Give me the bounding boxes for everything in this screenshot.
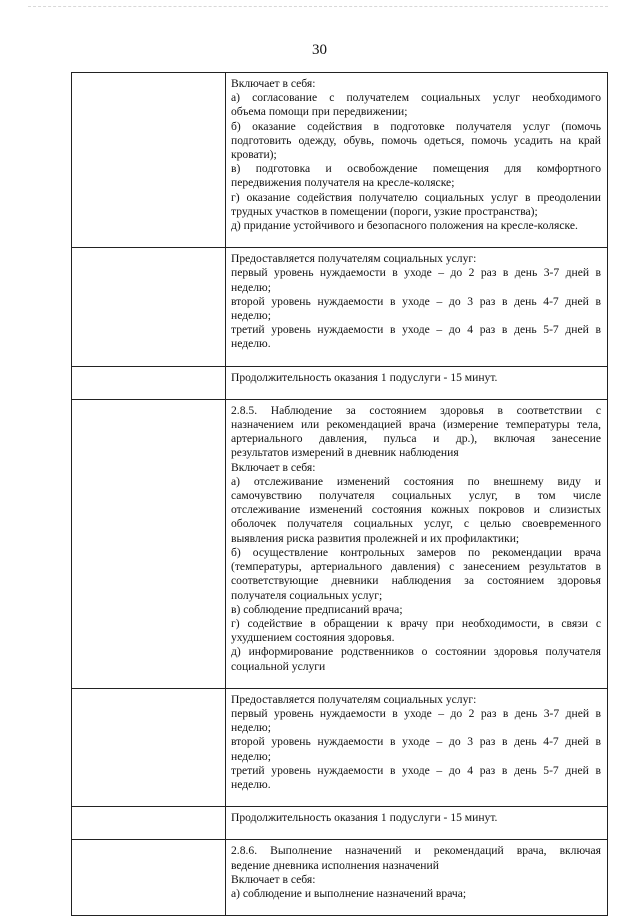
text-line: неделю;: [231, 721, 271, 735]
text-line: Продолжительность оказания 1 подуслуги - 15 минут.: [231, 811, 498, 825]
text-line: в) подготовка и освобождение помещения для комфортного: [231, 162, 601, 176]
text-line: г) оказание содействия получателю социальных услуг в преодолении: [231, 190, 601, 204]
table-row: [72, 248, 608, 366]
text-line: неделю;: [231, 749, 271, 763]
text-line: передвижения получателя на кресле-коляске;: [231, 176, 455, 190]
text-line: подготовить одежду, обувь, помочь одеться, помочь усадить на край: [231, 133, 601, 147]
text-line: самочувствию получателя социальных услуг, в том числе: [231, 489, 601, 503]
left-empty-cell: [72, 399, 226, 688]
description-cell: [226, 399, 608, 688]
table-row: [72, 840, 608, 916]
description-cell: [226, 688, 608, 806]
text-line: Включает в себя:: [231, 460, 316, 474]
text-line: трудных участков в помещении (пороги, узкие пространства);: [231, 204, 538, 218]
text-line: третий уровень нуждаемости в уходе – до 4 раз в день 5-7 дней в: [231, 763, 601, 777]
text-line: первый уровень нуждаемости в уходе – до 2 раз в день 3-7 дней в: [231, 706, 601, 720]
text-line: ведение дневника исполнения назначений: [231, 858, 439, 872]
text-line: неделю.: [231, 337, 271, 351]
text-line: б) оказание содействия в подготовке получателя услуг (помочь: [231, 119, 601, 133]
text-line: б) осуществление контрольных замеров по рекомендации врача: [231, 545, 601, 559]
scan-artifact-line: [28, 6, 608, 9]
left-empty-cell: [72, 248, 226, 366]
description-cell: [226, 366, 608, 399]
text-line: а) соблюдение и выполнение назначений врача;: [231, 886, 467, 900]
text-line: назначением или рекомендацией врача (измерение температуры тела,: [231, 418, 601, 432]
text-line: артериального давления, пульса и др.), включая занесение: [231, 432, 601, 446]
text-line: оболочек получателя социальных услуг, с целью своевременного: [231, 517, 601, 531]
text-line: Включает в себя:: [231, 872, 316, 886]
left-empty-cell: [72, 73, 226, 248]
left-empty-cell: [72, 366, 226, 399]
page-number: 30: [312, 42, 327, 58]
table-row: [72, 688, 608, 806]
table-row: [72, 366, 608, 399]
text-line: Продолжительность оказания 1 подуслуги - 15 минут.: [231, 370, 498, 384]
text-line: выявления риска развития пролежней и их профилактики;: [231, 531, 520, 545]
text-line: Предоставляется получателям социальных услуг:: [231, 692, 477, 706]
description-cell: [226, 807, 608, 840]
description-cell: [226, 248, 608, 366]
text-line: третий уровень нуждаемости в уходе – до 4 раз в день 5-7 дней в: [231, 323, 601, 337]
text-line: ухудшением состояния здоровья.: [231, 631, 395, 645]
text-line: объема помощи при передвижении;: [231, 105, 408, 119]
text-line: отслеживание изменений состояния кожных покровов и слизистых: [231, 503, 601, 517]
table-body: [72, 73, 608, 916]
text-line: неделю;: [231, 280, 271, 294]
text-line: 2.8.6. Выполнение назначений и рекомендаций врача, включая: [231, 844, 601, 858]
text-line: Предоставляется получателям социальных услуг:: [231, 252, 477, 266]
text-line: в) соблюдение предписаний врача;: [231, 602, 403, 616]
text-line: неделю.: [231, 777, 271, 791]
text-line: социальной услуги: [231, 659, 326, 673]
table-row: [72, 399, 608, 688]
text-line: д) информирование родственников о состоянии здоровья получателя: [231, 645, 601, 659]
text-line: соответствующие дневники наблюдения за состоянием здоровья: [231, 574, 601, 588]
description-cell: [226, 840, 608, 916]
text-line: д) придание устойчивого и безопасного положения на кресле-коляске.: [231, 219, 578, 233]
table-row: [72, 807, 608, 840]
left-empty-cell: [72, 840, 226, 916]
text-line: а) отслеживание изменений состояния по внешнему виду и: [231, 474, 601, 488]
text-line: получателя социальных услуг;: [231, 588, 383, 602]
text-line: первый уровень нуждаемости в уходе – до 2 раз в день 3-7 дней в: [231, 266, 601, 280]
services-table: [71, 72, 608, 916]
description-cell: [226, 73, 608, 248]
text-line: Включает в себя:: [231, 77, 316, 90]
text-line: второй уровень нуждаемости в уходе – до 3 раз в день 4-7 дней в: [231, 735, 601, 749]
left-empty-cell: [72, 807, 226, 840]
text-line: 2.8.5. Наблюдение за состоянием здоровья в соответствии с: [231, 403, 601, 417]
table-row: [72, 73, 608, 248]
text-line: г) содействие в обращении к врачу при необходимости, в связи с: [231, 616, 601, 630]
text-line: (температуры, артериального давления) с занесением результатов в: [231, 560, 601, 574]
text-line: второй уровень нуждаемости в уходе – до 3 раз в день 4-7 дней в: [231, 294, 601, 308]
text-line: результатов измерений в дневник наблюдения: [231, 446, 459, 460]
text-line: а) согласование с получателем социальных услуг необходимого: [231, 91, 601, 105]
text-line: неделю;: [231, 309, 271, 323]
left-empty-cell: [72, 688, 226, 806]
text-line: кровати);: [231, 148, 277, 162]
